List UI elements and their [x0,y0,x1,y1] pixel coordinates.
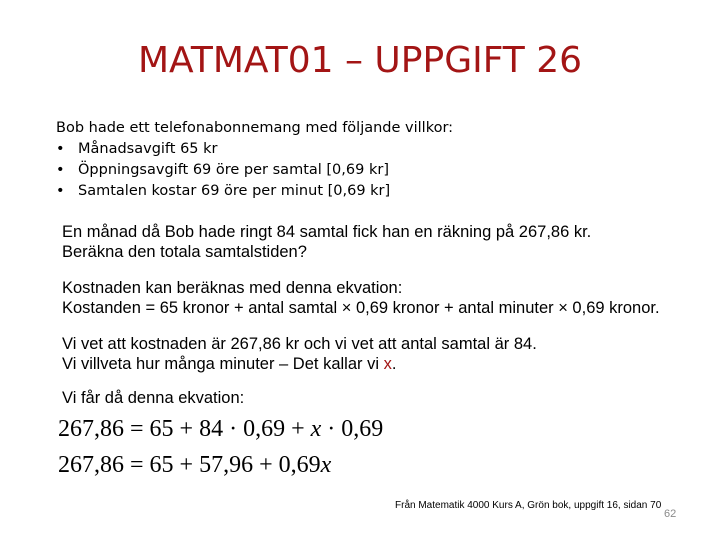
conditions-list [56,139,696,202]
condition-per-minute: • Samtalen kostar 69 öre per minut [0,69 kr] [56,181,696,202]
slide-title: MATMAT01 – UPPGIFT 26 [137,40,583,81]
equation-1-left: 267,86 = 65 + 84 · 0,69 + [58,416,311,442]
unknown-definition-period: . [391,355,397,373]
cost-intro: Kostnaden kan beräknas med denna ekvation: [62,279,403,297]
condition-opening-fee: • Öppningsavgift 69 öre per samtal [0,69 kr] [56,160,696,181]
page-number: 62 [664,508,677,520]
cost-formula-text: Kostanden = 65 kronor + antal samtal × 0,69 kronor + antal minuter × 0,69 kronor. [62,299,660,317]
equation-1-variable: x [310,416,322,442]
problem-line-1: En månad då Bob hade ringt 84 samtal fick han en räkning på 267,86 kr. [62,223,592,241]
equation-intro: Vi får då denna ekvation: [62,389,245,407]
equation-1-right: · 0,69 [321,416,384,442]
problem-statement [62,222,720,262]
known-values-line: Vi vet att kostnaden är 267,86 kr och vi vet att antal samtal är 84. [62,335,537,353]
conditions-lead: Bob hade ett telefonabonnemang med följande villkor: [56,120,454,136]
equation-2-left: 267,86 = 65 + 57,96 + 0,69 [58,452,321,478]
equation-1 [58,416,383,443]
cost-explanation [62,278,720,318]
source-citation: Från Matematik 4000 Kurs A, Grön bok, uppgift 16, sidan 70 [395,500,662,511]
known-values [62,334,720,374]
conditions-block [56,118,696,202]
condition-monthly-fee: • Månadsavgift 65 kr [56,139,696,160]
equation-2 [58,452,331,479]
unknown-definition-text: Vi villveta hur många minuter – Det kallar vi [62,355,384,373]
unknown-definition [62,354,720,374]
variable-x: x [383,355,392,373]
equation-2-variable: x [320,452,332,478]
problem-question: Beräkna den totala samtalstiden? [62,243,307,261]
